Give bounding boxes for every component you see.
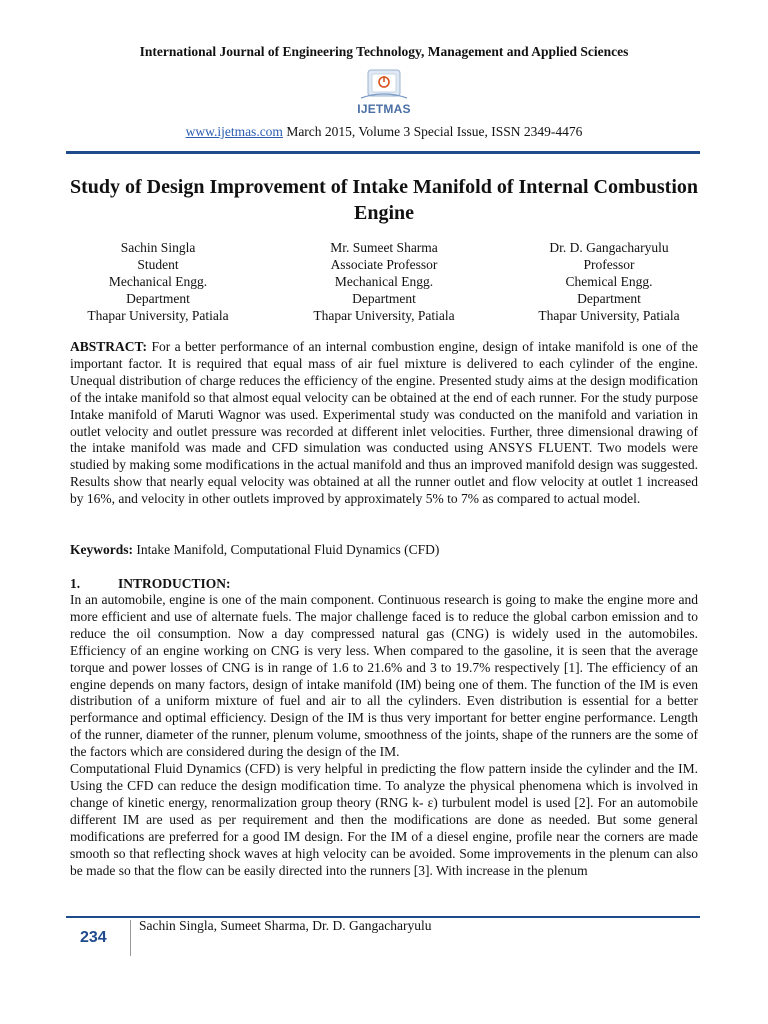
issue-info: March 2015, Volume 3 Special Issue, ISSN 2349-4476 <box>282 124 583 139</box>
author-name: Sachin Singla <box>120 240 196 255</box>
intro-paragraph-1: In an automobile, engine is one of the main component. Continuous research is going to make the engine more and more efficient and use of alternate fuels. The major challenge faced is to reduce the global carbon emission and to reduce the oil consumption. Now a day compressed natural gas (CNG) is widely used in the automobiles. Efficiency of an engine working on CNG is very less. When compared to the gasoline, it is seen that the average torque and power losses of CNG is in range of 1.6 to 21.6% and 3 to 19.7% respectively [1]. The efficiency of an engine depends on many factors, design of intake manifold (IM) being one of them. The function of the IM is even distribution of a uniform mixture of fuel and air to all the cylinders. Even distribution is essential for a better performance and optimal efficiency. Design of the IM is thus very important for better engine performance. Length of the runner, diameter of the runner, plenum volume, smoothness of the joints, shape of the runners are the some of the factors which are considered during the design of the IM. <box>70 592 698 760</box>
introduction-body <box>70 592 698 879</box>
author-affiliation: Thapar University, Patiala <box>313 308 455 323</box>
author-role: Associate Professor <box>330 257 438 272</box>
logo-text: IJETMAS <box>357 102 411 116</box>
footer-authors: Sachin Singla, Sumeet Sharma, Dr. D. Gangacharyulu <box>139 918 432 933</box>
author-1 <box>48 239 268 324</box>
keywords <box>70 542 698 559</box>
journal-logo <box>343 68 425 118</box>
section-title: INTRODUCTION: <box>118 576 231 591</box>
author-2 <box>274 239 494 324</box>
author-dept: Chemical Engg. <box>565 274 653 289</box>
author-dept2: Department <box>577 291 641 306</box>
intro-paragraph-2: Computational Fluid Dynamics (CFD) is very helpful in predicting the flow pattern inside the cylinder and the IM. Using the CFD can reduce the design modification time. To analyze the physical phenomena which is involved in change of kinetic energy, renormalization group theory (RNG k- ε) turbulent model is used [2]. For an automobile different IM are used as per requirement and then the modifications are done as needed. But some general modifications are preferred for a good IM design. For the IM of a diesel engine, profile near the corners are made smooth so that reflecting shock waves at high velocity can be avoided. Some improvements in the plenum can also be made so that the flow can be easily directed into the runners [3]. With increase in the plenum <box>70 761 698 878</box>
abstract-text: For a better performance of an internal combustion engine, design of intake manifold is one of the important factor. It is required that equal mass of air fuel mixture is delivered to each cylinder of the engine. Unequal distribution of charge reduces the efficiency of the engine. Presented study aims at the design modification of the intake manifold so that almost equal velocity can be obtained at the end of each runner. For the study purpose Intake manifold of Maruti Wagnor was used. Experimental study was conducted on the manifold and variation in outlet velocity and outlet pressure was recorded at different inlet velocities. Further, three dimensional drawing of the intake manifold was made and CFD simulation was conducted using ANSYS FLUENT. Two models were studied by making some modifications in the actual manifold and thus an improved manifold design was suggested. Results show that nearly equal velocity was obtained at all the runner outlet and flow velocity at outlet 1 increased by 16%, and velocity in other outlets improved by approximately 5% to 7% as compared to actual model. <box>70 339 698 507</box>
author-affiliation: Thapar University, Patiala <box>87 308 229 323</box>
author-name: Dr. D. Gangacharyulu <box>549 240 669 255</box>
keywords-label: Keywords: <box>70 542 133 557</box>
author-dept2: Department <box>126 291 190 306</box>
author-name: Mr. Sumeet Sharma <box>330 240 438 255</box>
section-number: 1. <box>70 576 81 591</box>
author-role: Professor <box>583 257 635 272</box>
abstract-label: ABSTRACT: <box>70 339 148 354</box>
keywords-text: Intake Manifold, Computational Fluid Dynamics (CFD) <box>133 542 440 557</box>
author-dept: Mechanical Engg. <box>334 274 434 289</box>
header-rule <box>66 151 700 154</box>
page-number: 234 <box>80 920 131 956</box>
journal-website-link[interactable]: www.ijetmas.com <box>185 124 283 139</box>
author-dept: Mechanical Engg. <box>108 274 208 289</box>
paper-title: Study of Design Improvement of Intake Manifold of Internal Combustion Engine <box>69 176 698 224</box>
issue-line <box>0 124 768 140</box>
author-role: Student <box>137 257 179 272</box>
author-dept2: Department <box>352 291 416 306</box>
author-affiliation: Thapar University, Patiala <box>538 308 680 323</box>
journal-name: International Journal of Engineering Technology, Management and Applied Sciences <box>139 44 629 59</box>
abstract <box>70 339 698 508</box>
author-3 <box>499 239 719 324</box>
logo-emblem-icon <box>343 68 425 104</box>
section-heading <box>70 576 231 592</box>
